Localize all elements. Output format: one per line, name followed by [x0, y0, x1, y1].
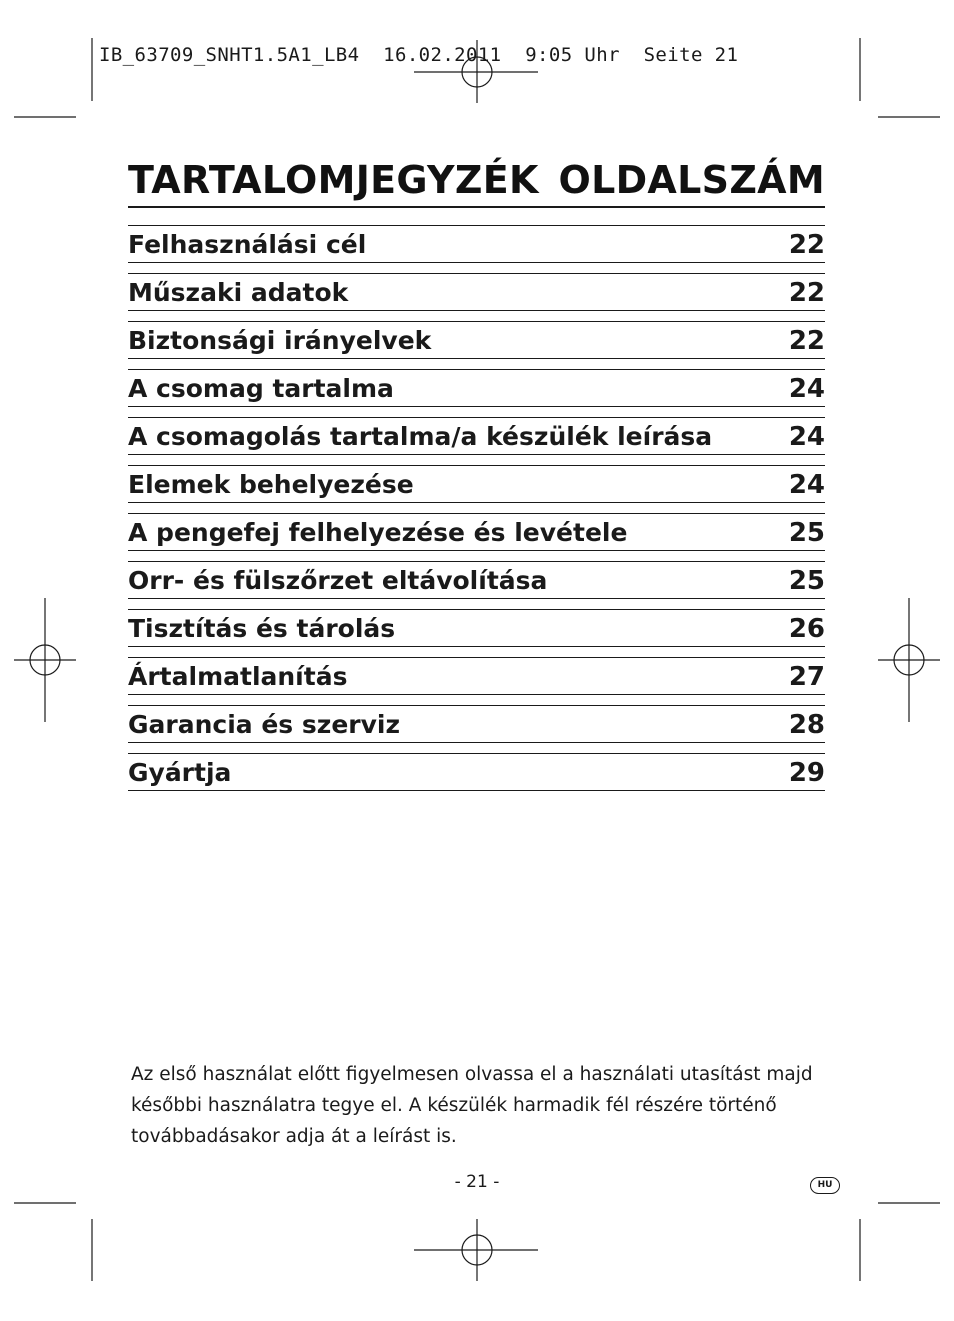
toc-entry-page: 25 — [788, 518, 825, 548]
toc-entry-label: Műszaki adatok — [128, 278, 349, 307]
toc-entry-label: A csomag tartalma — [128, 374, 394, 403]
toc-entry[interactable] — [128, 609, 825, 647]
toc-entry-page: 22 — [788, 326, 825, 356]
toc-entry[interactable] — [128, 561, 825, 599]
toc-entry[interactable] — [128, 369, 825, 407]
toc-entry[interactable] — [128, 273, 825, 311]
toc-entry-label: Tisztítás és tárolás — [128, 614, 396, 643]
toc-entry[interactable] — [128, 465, 825, 503]
usage-note-line: későbbi használatra tegye el. A készülék harmadik fél részére történő — [131, 1095, 777, 1116]
toc-entry-page: 29 — [788, 758, 825, 788]
toc-entry[interactable] — [128, 225, 825, 263]
toc-entry-label: Gyártja — [128, 758, 232, 787]
toc-entry-page: 26 — [788, 614, 825, 644]
toc-entry[interactable] — [128, 705, 825, 743]
toc-entry-label: A csomagolás tartalma/a készülék leírása — [128, 422, 713, 451]
toc-entry-page: 27 — [788, 662, 825, 692]
page-column-title: OLDALSZÁM — [558, 158, 825, 202]
page-number: - 21 - — [454, 1172, 500, 1192]
toc-entry[interactable] — [128, 321, 825, 359]
toc-entry-page: 25 — [788, 566, 825, 596]
toc-entry-page: 22 — [788, 230, 825, 260]
toc-entry-label: Garancia és szerviz — [128, 710, 401, 739]
toc-entry-label: Elemek behelyezése — [128, 470, 414, 499]
toc-entry-label: Ártalmatlanítás — [128, 662, 348, 691]
language-badge: HU — [810, 1177, 840, 1194]
toc-title: TARTALOMJEGYZÉK — [128, 158, 539, 202]
toc-entry[interactable] — [128, 753, 825, 791]
toc-entry-page: 24 — [788, 422, 825, 452]
toc-entry-label: Biztonsági irányelvek — [128, 326, 432, 355]
toc-entry-label: A pengefej felhelyezése és levétele — [128, 518, 628, 547]
usage-note-line: továbbadásakor adja át a leírást is. — [131, 1126, 457, 1147]
toc-entry-page: 24 — [788, 470, 825, 500]
toc-entry-page: 24 — [788, 374, 825, 404]
print-slug: IB_63709_SNHT1.5A1_LB4 16.02.2011 9:05 Uhr Seite 21 — [99, 44, 739, 66]
usage-note — [131, 1059, 831, 1152]
table-of-contents — [128, 225, 825, 801]
toc-entry[interactable] — [128, 657, 825, 695]
toc-header — [128, 156, 825, 208]
toc-entry-page: 28 — [788, 710, 825, 740]
usage-note-line: Az első használat előtt figyelmesen olvassa el a használati utasítást majd — [131, 1064, 813, 1085]
toc-entry[interactable] — [128, 513, 825, 551]
toc-entry-label: Orr- és fülszőrzet eltávolítása — [128, 566, 548, 595]
toc-entry-label: Felhasználási cél — [128, 230, 367, 259]
toc-entry-page: 22 — [788, 278, 825, 308]
toc-entry[interactable] — [128, 417, 825, 455]
